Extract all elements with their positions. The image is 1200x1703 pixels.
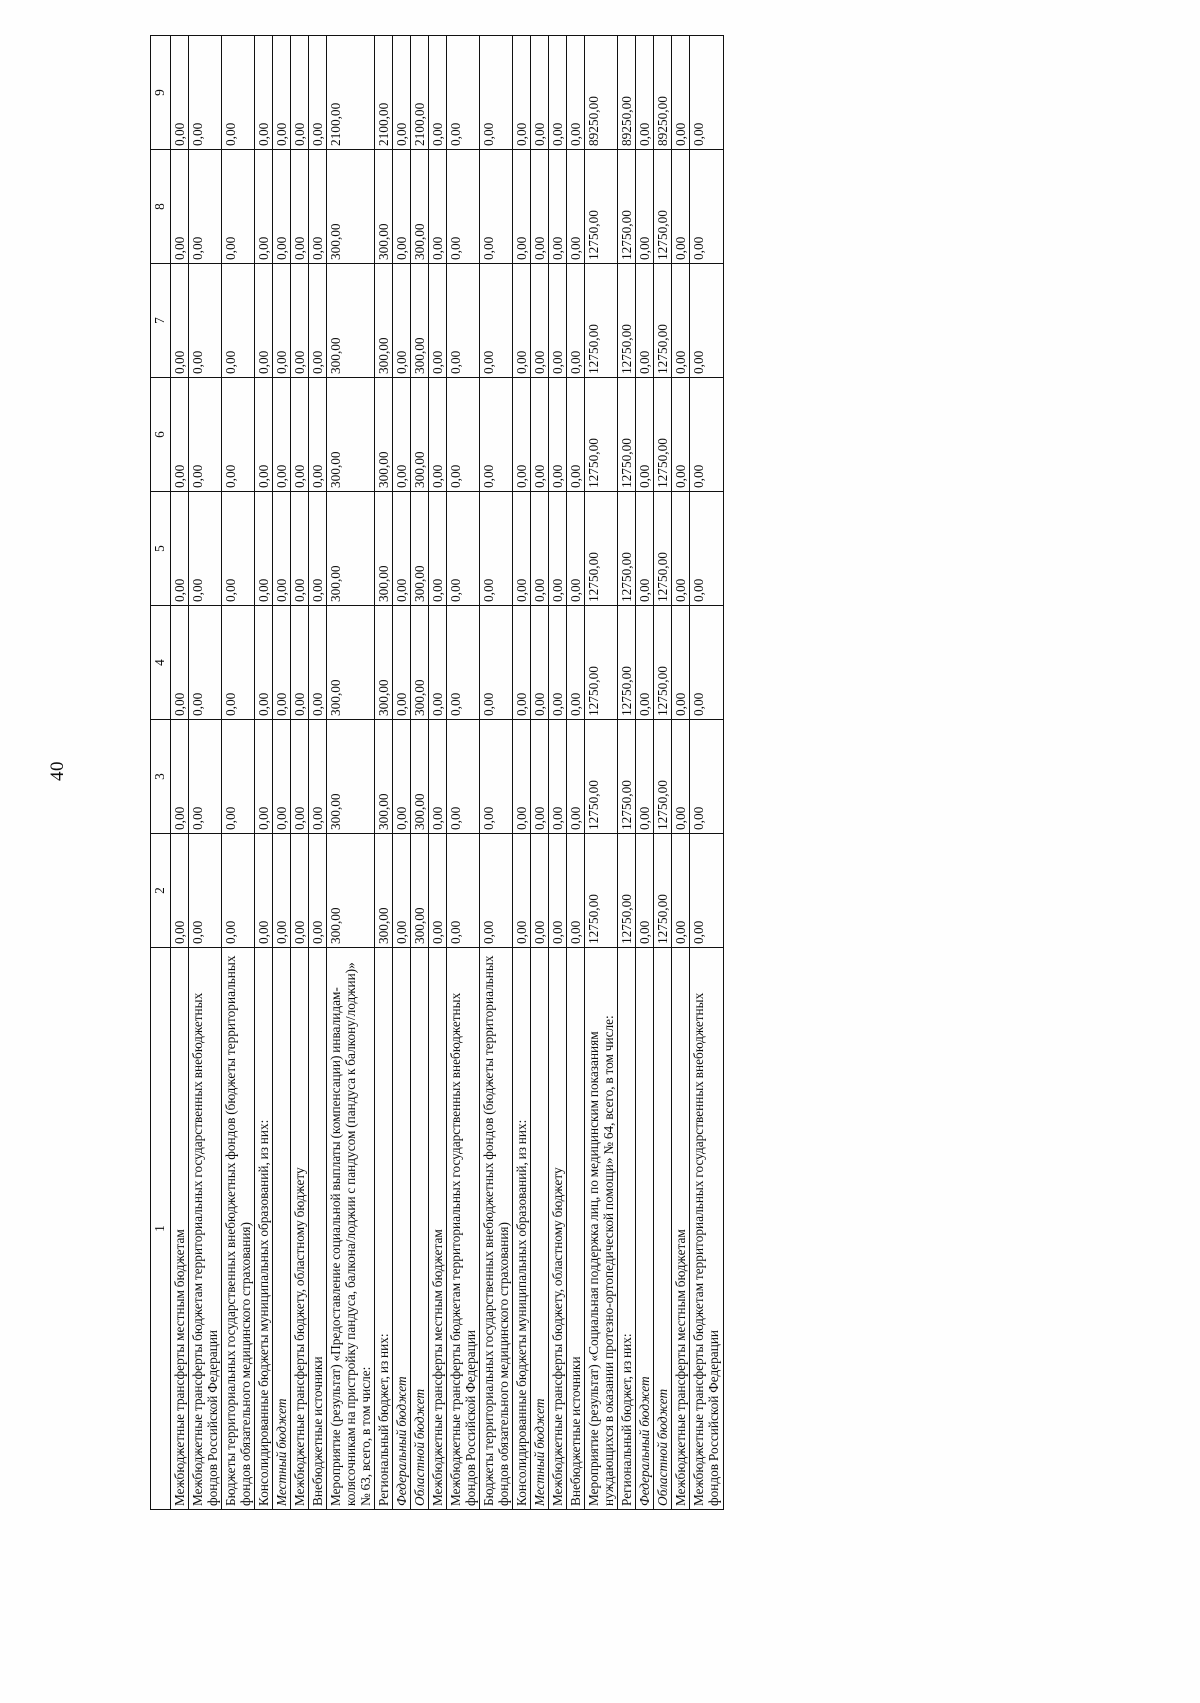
- cell-value: 0,00: [690, 492, 723, 606]
- cell-value: 0,00: [291, 150, 309, 264]
- cell-value: 12750,00: [585, 264, 618, 378]
- cell-value: 0,00: [222, 834, 255, 948]
- cell-value: 0,00: [672, 834, 690, 948]
- cell-value: 0,00: [513, 606, 531, 720]
- cell-value: 0,00: [309, 492, 327, 606]
- cell-value: 0,00: [273, 834, 291, 948]
- cell-value: 0,00: [513, 720, 531, 834]
- cell-value: 12750,00: [585, 492, 618, 606]
- cell-value: 0,00: [171, 720, 189, 834]
- cell-value: 0,00: [393, 264, 411, 378]
- cell-value: 0,00: [567, 150, 585, 264]
- cell-value: 0,00: [309, 834, 327, 948]
- cell-value: 0,00: [549, 378, 567, 492]
- cell-value: 300,00: [411, 834, 429, 948]
- cell-value: 0,00: [189, 150, 222, 264]
- row-label: Местный бюджет: [531, 948, 549, 1510]
- cell-value: 0,00: [393, 150, 411, 264]
- row-label: Мероприятие (результат) «Предоставление социальной выплаты (компенсации) инвалидам-колясочникам на пристройку пандуса, балкона/лоджии с пандусом (пандуса к балкону/лоджии)» № 63, всего, в том числе:: [327, 948, 375, 1510]
- cell-value: 0,00: [429, 606, 447, 720]
- cell-value: 0,00: [549, 492, 567, 606]
- cell-value: 0,00: [567, 378, 585, 492]
- table-row: [255, 36, 273, 1510]
- cell-value: 0,00: [531, 378, 549, 492]
- table-row: [171, 36, 189, 1510]
- cell-value: 12750,00: [618, 378, 636, 492]
- column-number-6: 6: [151, 378, 171, 492]
- cell-value: 0,00: [636, 264, 654, 378]
- cell-value: 0,00: [447, 150, 480, 264]
- table-row: [585, 36, 618, 1510]
- cell-value: 0,00: [513, 378, 531, 492]
- row-label: Федеральный бюджет: [636, 948, 654, 1510]
- cell-value: 300,00: [327, 720, 375, 834]
- cell-value: 0,00: [171, 36, 189, 150]
- cell-value: 0,00: [222, 150, 255, 264]
- cell-value: 0,00: [672, 606, 690, 720]
- cell-value: 0,00: [291, 264, 309, 378]
- cell-value: 300,00: [375, 150, 393, 264]
- cell-value: 300,00: [375, 720, 393, 834]
- cell-value: 0,00: [309, 36, 327, 150]
- cell-value: 0,00: [480, 378, 513, 492]
- cell-value: 89250,00: [654, 36, 672, 150]
- table-row: [531, 36, 549, 1510]
- row-label: Межбюджетные трансферты бюджетам территориальных государственных внебюджетных фондов Российской Федерации: [189, 948, 222, 1510]
- cell-value: 0,00: [531, 264, 549, 378]
- cell-value: 0,00: [531, 150, 549, 264]
- cell-value: 0,00: [690, 36, 723, 150]
- cell-value: 0,00: [309, 720, 327, 834]
- table-row: [273, 36, 291, 1510]
- cell-value: 0,00: [309, 264, 327, 378]
- cell-value: 0,00: [171, 606, 189, 720]
- cell-value: 0,00: [255, 720, 273, 834]
- table-row: [567, 36, 585, 1510]
- cell-value: 12750,00: [618, 264, 636, 378]
- cell-value: 12750,00: [585, 834, 618, 948]
- cell-value: 0,00: [273, 606, 291, 720]
- cell-value: 0,00: [429, 150, 447, 264]
- cell-value: 12750,00: [654, 834, 672, 948]
- cell-value: 0,00: [690, 264, 723, 378]
- cell-value: 0,00: [393, 36, 411, 150]
- cell-value: 12750,00: [618, 606, 636, 720]
- cell-value: 0,00: [636, 492, 654, 606]
- cell-value: 0,00: [309, 378, 327, 492]
- cell-value: 0,00: [171, 492, 189, 606]
- cell-value: 0,00: [393, 378, 411, 492]
- cell-value: 0,00: [189, 264, 222, 378]
- table-row: [447, 36, 480, 1510]
- cell-value: 0,00: [222, 378, 255, 492]
- cell-value: 0,00: [273, 492, 291, 606]
- cell-value: 0,00: [549, 150, 567, 264]
- cell-value: 0,00: [531, 834, 549, 948]
- cell-value: 0,00: [636, 36, 654, 150]
- cell-value: 0,00: [222, 36, 255, 150]
- cell-value: 300,00: [375, 606, 393, 720]
- cell-value: 0,00: [393, 720, 411, 834]
- cell-value: 0,00: [429, 834, 447, 948]
- row-label: Федеральный бюджет: [393, 948, 411, 1510]
- cell-value: 0,00: [291, 720, 309, 834]
- cell-value: 0,00: [447, 378, 480, 492]
- cell-value: 300,00: [411, 492, 429, 606]
- row-label: Бюджеты территориальных государственных внебюджетных фондов (бюджеты территориальных фондов обязательного медицинского страхования): [222, 948, 255, 1510]
- cell-value: 0,00: [672, 36, 690, 150]
- cell-value: 0,00: [273, 378, 291, 492]
- cell-value: 0,00: [189, 606, 222, 720]
- cell-value: 300,00: [411, 378, 429, 492]
- cell-value: 12750,00: [585, 150, 618, 264]
- cell-value: 12750,00: [618, 150, 636, 264]
- row-label: Межбюджетные трансферты местным бюджетам: [672, 948, 690, 1510]
- cell-value: 0,00: [513, 264, 531, 378]
- column-number-8: 8: [151, 150, 171, 264]
- cell-value: 0,00: [447, 834, 480, 948]
- cell-value: 12750,00: [654, 606, 672, 720]
- cell-value: 0,00: [291, 378, 309, 492]
- cell-value: 0,00: [567, 720, 585, 834]
- cell-value: 0,00: [429, 264, 447, 378]
- cell-value: 0,00: [171, 378, 189, 492]
- cell-value: 300,00: [375, 834, 393, 948]
- table-row: [654, 36, 672, 1510]
- cell-value: 0,00: [429, 378, 447, 492]
- row-label: Областной бюджет: [411, 948, 429, 1510]
- cell-value: 0,00: [222, 606, 255, 720]
- cell-value: 0,00: [549, 834, 567, 948]
- cell-value: 300,00: [411, 150, 429, 264]
- table-header-row: [151, 36, 171, 1510]
- cell-value: 300,00: [411, 720, 429, 834]
- table-row: [375, 36, 393, 1510]
- cell-value: 0,00: [222, 264, 255, 378]
- cell-value: 300,00: [327, 378, 375, 492]
- cell-value: 0,00: [291, 492, 309, 606]
- cell-value: 0,00: [189, 834, 222, 948]
- cell-value: 12750,00: [654, 720, 672, 834]
- cell-value: 0,00: [255, 834, 273, 948]
- cell-value: 89250,00: [585, 36, 618, 150]
- table-row: [549, 36, 567, 1510]
- cell-value: 12750,00: [618, 720, 636, 834]
- cell-value: 0,00: [690, 834, 723, 948]
- cell-value: 12750,00: [585, 378, 618, 492]
- cell-value: 0,00: [273, 36, 291, 150]
- row-label: Региональный бюджет, из них:: [618, 948, 636, 1510]
- cell-value: 0,00: [549, 36, 567, 150]
- cell-value: 0,00: [567, 606, 585, 720]
- cell-value: 0,00: [255, 378, 273, 492]
- cell-value: 0,00: [189, 36, 222, 150]
- table-row: [309, 36, 327, 1510]
- cell-value: 2100,00: [327, 36, 375, 150]
- cell-value: 0,00: [549, 720, 567, 834]
- table-row: [636, 36, 654, 1510]
- cell-value: 0,00: [393, 606, 411, 720]
- row-label: Бюджеты территориальных государственных внебюджетных фондов (бюджеты территориальных фондов обязательного медицинского страхования): [480, 948, 513, 1510]
- column-number-2: 2: [151, 834, 171, 948]
- row-label: Консолидированные бюджеты муниципальных образований, из них:: [513, 948, 531, 1510]
- column-number-1: 1: [151, 948, 171, 1510]
- cell-value: 0,00: [189, 378, 222, 492]
- cell-value: 0,00: [309, 606, 327, 720]
- cell-value: 0,00: [429, 720, 447, 834]
- cell-value: 300,00: [375, 264, 393, 378]
- cell-value: 0,00: [672, 378, 690, 492]
- cell-value: 0,00: [480, 36, 513, 150]
- column-number-5: 5: [151, 492, 171, 606]
- cell-value: 12750,00: [654, 492, 672, 606]
- cell-value: 0,00: [636, 150, 654, 264]
- cell-value: 89250,00: [618, 36, 636, 150]
- row-label: Межбюджетные трансферты местным бюджетам: [171, 948, 189, 1510]
- cell-value: 0,00: [480, 606, 513, 720]
- cell-value: 2100,00: [411, 36, 429, 150]
- column-number-3: 3: [151, 720, 171, 834]
- column-number-4: 4: [151, 606, 171, 720]
- row-label: Межбюджетные трансферты бюджету, областному бюджету: [291, 948, 309, 1510]
- cell-value: 0,00: [429, 36, 447, 150]
- cell-value: 0,00: [531, 606, 549, 720]
- row-label: Консолидированные бюджеты муниципальных образований, из них:: [255, 948, 273, 1510]
- table-row: [222, 36, 255, 1510]
- cell-value: 0,00: [672, 150, 690, 264]
- row-label: Межбюджетные трансферты бюджетам территориальных государственных внебюджетных фондов Российской Федерации: [447, 948, 480, 1510]
- cell-value: 0,00: [636, 606, 654, 720]
- cell-value: 0,00: [567, 492, 585, 606]
- cell-value: 300,00: [327, 492, 375, 606]
- table-row: [411, 36, 429, 1510]
- cell-value: 0,00: [690, 378, 723, 492]
- table-row: [393, 36, 411, 1510]
- cell-value: 300,00: [375, 378, 393, 492]
- cell-value: 0,00: [672, 264, 690, 378]
- cell-value: 0,00: [171, 264, 189, 378]
- cell-value: 12750,00: [585, 606, 618, 720]
- table-row: [291, 36, 309, 1510]
- cell-value: 0,00: [255, 150, 273, 264]
- cell-value: 0,00: [171, 150, 189, 264]
- cell-value: 0,00: [480, 720, 513, 834]
- table-row: [618, 36, 636, 1510]
- cell-value: 0,00: [291, 36, 309, 150]
- cell-value: 12750,00: [618, 492, 636, 606]
- cell-value: 0,00: [273, 264, 291, 378]
- cell-value: 0,00: [531, 36, 549, 150]
- cell-value: 2100,00: [375, 36, 393, 150]
- cell-value: 300,00: [327, 834, 375, 948]
- row-label: Межбюджетные трансферты бюджету, областному бюджету: [549, 948, 567, 1510]
- row-label: Межбюджетные трансферты местным бюджетам: [429, 948, 447, 1510]
- row-label: Межбюджетные трансферты бюджетам территориальных государственных внебюджетных фондов Российской Федерации: [690, 948, 723, 1510]
- cell-value: 0,00: [567, 834, 585, 948]
- cell-value: 0,00: [513, 834, 531, 948]
- cell-value: 0,00: [447, 264, 480, 378]
- cell-value: 0,00: [447, 492, 480, 606]
- cell-value: 12750,00: [654, 150, 672, 264]
- cell-value: 0,00: [309, 150, 327, 264]
- cell-value: 0,00: [480, 264, 513, 378]
- table-row: [189, 36, 222, 1510]
- row-label: Внебюджетные источники: [567, 948, 585, 1510]
- cell-value: 0,00: [429, 492, 447, 606]
- cell-value: 0,00: [273, 150, 291, 264]
- cell-value: 0,00: [255, 36, 273, 150]
- cell-value: 0,00: [480, 150, 513, 264]
- cell-value: 0,00: [513, 36, 531, 150]
- cell-value: 0,00: [255, 264, 273, 378]
- cell-value: 0,00: [690, 606, 723, 720]
- cell-value: 0,00: [447, 720, 480, 834]
- row-label: Региональный бюджет, из них:: [375, 948, 393, 1510]
- cell-value: 0,00: [636, 720, 654, 834]
- cell-value: 300,00: [327, 264, 375, 378]
- table-row: [672, 36, 690, 1510]
- cell-value: 0,00: [447, 606, 480, 720]
- cell-value: 0,00: [222, 720, 255, 834]
- table-row: [690, 36, 723, 1510]
- cell-value: 0,00: [189, 492, 222, 606]
- cell-value: 0,00: [636, 378, 654, 492]
- cell-value: 0,00: [672, 720, 690, 834]
- cell-value: 0,00: [393, 834, 411, 948]
- cell-value: 0,00: [171, 834, 189, 948]
- budget-table: [150, 35, 724, 1510]
- cell-value: 0,00: [636, 834, 654, 948]
- page-number: 40: [47, 761, 68, 781]
- cell-value: 12750,00: [618, 834, 636, 948]
- cell-value: 0,00: [189, 720, 222, 834]
- cell-value: 0,00: [549, 606, 567, 720]
- row-label: Внебюджетные источники: [309, 948, 327, 1510]
- table-row: [513, 36, 531, 1510]
- cell-value: 300,00: [411, 606, 429, 720]
- column-number-9: 9: [151, 36, 171, 150]
- rotated-table-inner: [150, 89, 1130, 1510]
- table-row: [480, 36, 513, 1510]
- cell-value: 0,00: [255, 492, 273, 606]
- table-row: [429, 36, 447, 1510]
- row-label: Областной бюджет: [654, 948, 672, 1510]
- cell-value: 300,00: [327, 606, 375, 720]
- cell-value: 0,00: [393, 492, 411, 606]
- cell-value: 0,00: [513, 492, 531, 606]
- cell-value: 300,00: [327, 150, 375, 264]
- cell-value: 0,00: [567, 36, 585, 150]
- cell-value: 0,00: [273, 720, 291, 834]
- cell-value: 0,00: [480, 834, 513, 948]
- cell-value: 0,00: [672, 492, 690, 606]
- column-number-7: 7: [151, 264, 171, 378]
- cell-value: 12750,00: [654, 378, 672, 492]
- cell-value: 0,00: [513, 150, 531, 264]
- cell-value: 0,00: [222, 492, 255, 606]
- cell-value: 300,00: [375, 492, 393, 606]
- cell-value: 0,00: [531, 492, 549, 606]
- row-label: Мероприятие (результат) «Социальная поддержка лиц, по медицинским показаниям нуждающихся в оказании протезно-ортопедической помощи» № 64, всего, в том числе:: [585, 948, 618, 1510]
- cell-value: 0,00: [291, 834, 309, 948]
- cell-value: 0,00: [690, 720, 723, 834]
- cell-value: 12750,00: [654, 264, 672, 378]
- row-label: Местный бюджет: [273, 948, 291, 1510]
- cell-value: 0,00: [291, 606, 309, 720]
- cell-value: 0,00: [480, 492, 513, 606]
- cell-value: 300,00: [411, 264, 429, 378]
- cell-value: 0,00: [567, 264, 585, 378]
- table-row: [327, 36, 375, 1510]
- cell-value: 0,00: [255, 606, 273, 720]
- cell-value: 0,00: [447, 36, 480, 150]
- cell-value: 0,00: [531, 720, 549, 834]
- cell-value: 12750,00: [585, 720, 618, 834]
- rotated-table-wrapper: [150, 89, 1130, 1510]
- cell-value: 0,00: [690, 150, 723, 264]
- cell-value: 0,00: [549, 264, 567, 378]
